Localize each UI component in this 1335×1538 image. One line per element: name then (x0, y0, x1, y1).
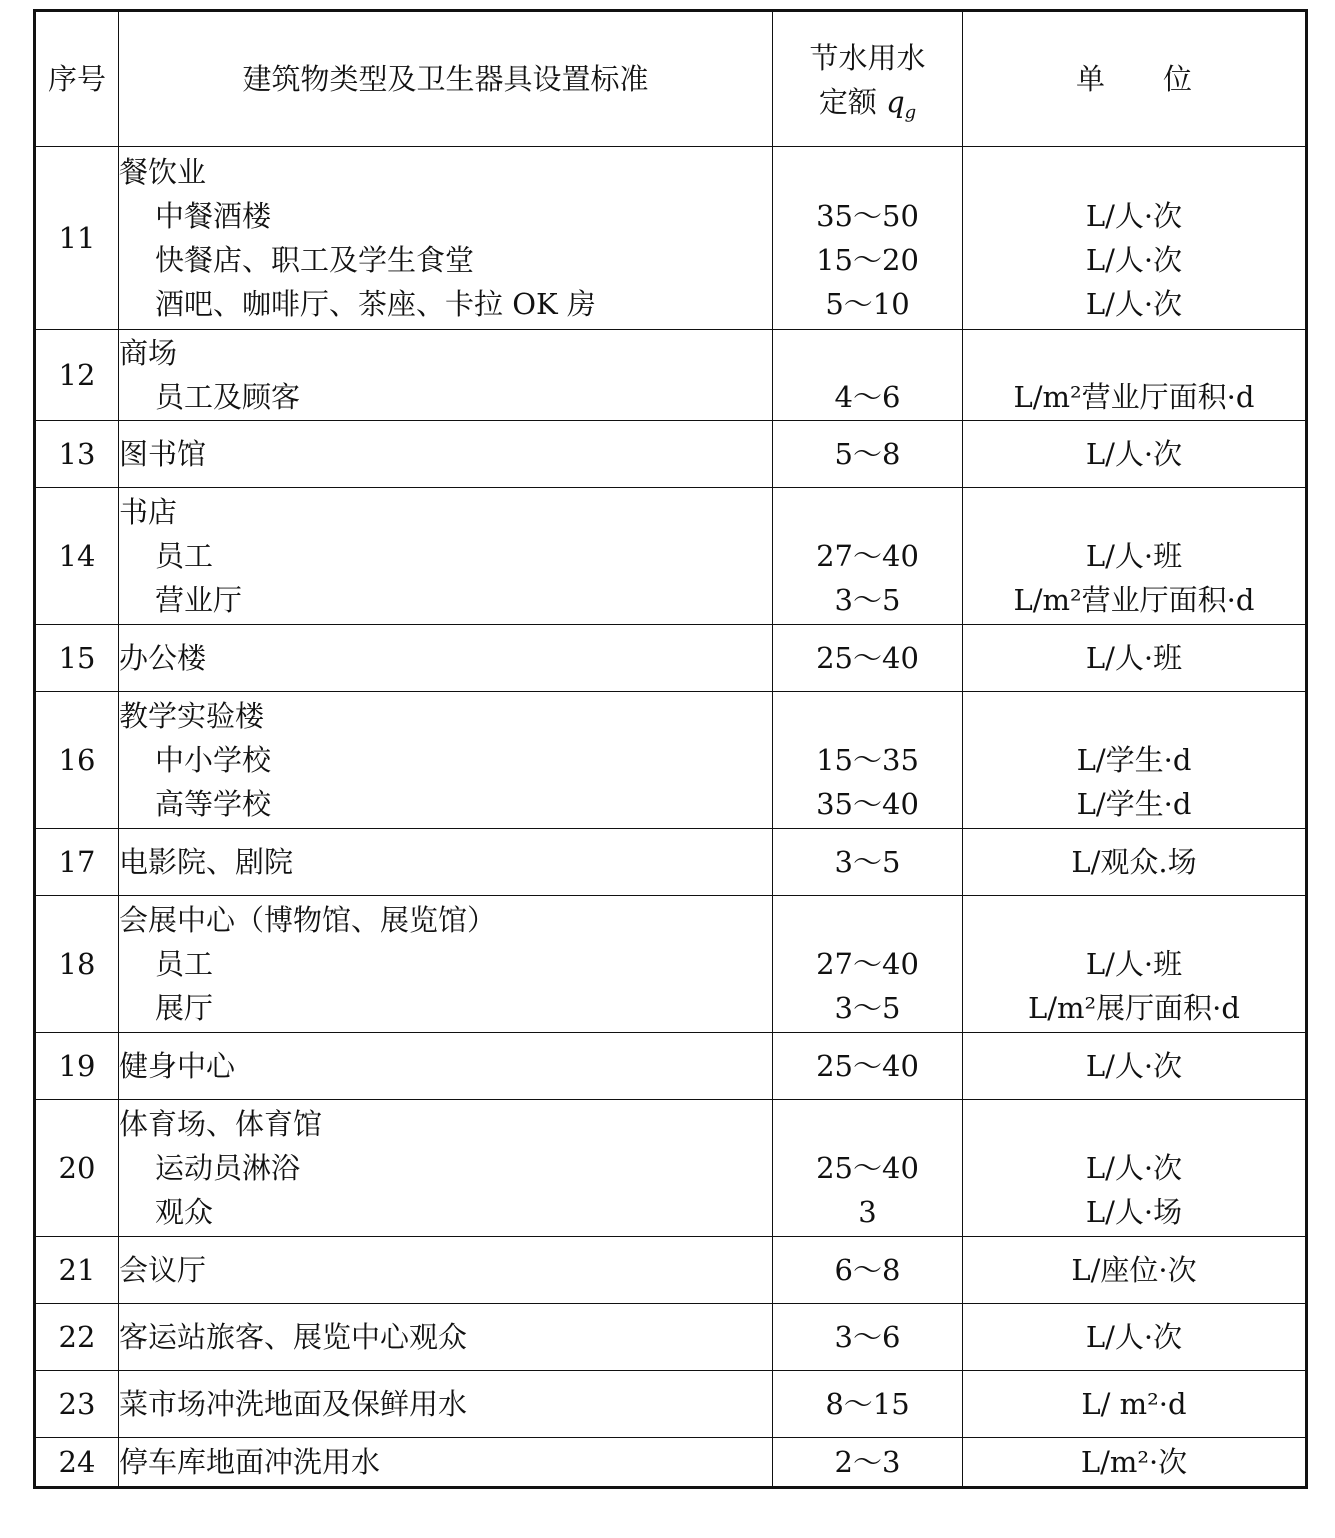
building-type-cell (119, 1438, 773, 1488)
quota-spacer (773, 150, 962, 194)
building-subtype: 酒吧、咖啡厅、茶座、卡拉 OK 房 (155, 287, 596, 321)
quota-value: 8～15 (825, 1387, 910, 1421)
unit-cell (963, 421, 1307, 488)
table-row (35, 421, 1307, 488)
building-category: 教学实验楼 (119, 699, 265, 733)
unit-cell (963, 1033, 1307, 1100)
building-subtype: 中小学校 (155, 743, 272, 777)
building-category: 菜市场冲洗地面及保鲜用水 (119, 1387, 468, 1421)
unit-spacer (963, 1102, 1305, 1146)
unit-cell (963, 1304, 1307, 1371)
table-row (35, 488, 1307, 625)
quota-cell (773, 1304, 963, 1371)
unit-value: L/m²·次 (1080, 1445, 1188, 1479)
quota-spacer (773, 898, 962, 942)
header-quota-line1: 节水用水 (809, 41, 926, 75)
table-row (35, 829, 1307, 896)
quota-cell (773, 488, 963, 625)
table-row (35, 1304, 1307, 1371)
building-type-cell (119, 829, 773, 896)
row-number: 16 (35, 692, 119, 829)
unit-value: L/人·次 (1085, 243, 1183, 277)
unit-value: L/人·次 (1085, 287, 1183, 321)
quota-value: 25～40 (816, 1151, 919, 1185)
table-row (35, 1371, 1307, 1438)
table-row (35, 147, 1307, 330)
unit-value: L/m²展厅面积·d (1028, 991, 1240, 1025)
unit-spacer (963, 331, 1305, 375)
quota-cell (773, 1033, 963, 1100)
header-quota-subscript: g (904, 102, 917, 123)
quota-value: 3～6 (834, 1320, 901, 1354)
building-type-cell (119, 1237, 773, 1304)
unit-spacer (963, 490, 1305, 534)
building-type-cell (119, 1304, 773, 1371)
unit-value: L/人·班 (1085, 947, 1183, 981)
header-quota-symbol: q (886, 85, 905, 119)
quota-value: 3～5 (834, 845, 901, 879)
row-number: 23 (35, 1371, 119, 1438)
quota-value: 3 (858, 1195, 877, 1229)
row-number: 15 (35, 625, 119, 692)
quota-spacer (773, 694, 962, 738)
building-subtype: 观众 (155, 1195, 214, 1229)
table-row (35, 330, 1307, 421)
table-row (35, 1237, 1307, 1304)
table-row (35, 1033, 1307, 1100)
building-type-cell (119, 1033, 773, 1100)
unit-value: L/人·次 (1085, 199, 1183, 233)
table-row (35, 692, 1307, 829)
row-number: 18 (35, 896, 119, 1033)
quota-value: 2～3 (834, 1445, 901, 1479)
quota-value: 27～40 (816, 947, 919, 981)
unit-value: L/人·次 (1085, 1049, 1183, 1083)
quota-spacer (773, 331, 962, 375)
unit-cell (963, 829, 1307, 896)
unit-value: L/学生·d (1076, 787, 1192, 821)
unit-value: L/座位·次 (1071, 1253, 1197, 1287)
building-subtype: 运动员淋浴 (155, 1151, 301, 1185)
row-number: 19 (35, 1033, 119, 1100)
header-no: 序号 (35, 11, 119, 147)
unit-cell (963, 625, 1307, 692)
unit-spacer (963, 694, 1305, 738)
quota-cell (773, 147, 963, 330)
quota-value: 15～20 (816, 243, 919, 277)
building-subtype: 员工 (155, 947, 214, 981)
quota-value: 25～40 (816, 641, 919, 675)
building-category: 会展中心（博物馆、展览馆） (119, 903, 497, 937)
quota-spacer (773, 490, 962, 534)
building-category: 图书馆 (119, 437, 207, 471)
building-type-cell (119, 1100, 773, 1237)
unit-cell (963, 1237, 1307, 1304)
building-category: 书店 (119, 495, 178, 529)
building-type-cell (119, 147, 773, 330)
quota-value: 3～5 (834, 583, 901, 617)
row-number: 13 (35, 421, 119, 488)
unit-cell (963, 488, 1307, 625)
quota-cell (773, 625, 963, 692)
water-quota-table (33, 9, 1308, 1489)
building-type-cell (119, 488, 773, 625)
building-type-cell (119, 421, 773, 488)
building-category: 会议厅 (119, 1253, 207, 1287)
row-number: 11 (35, 147, 119, 330)
row-number: 21 (35, 1237, 119, 1304)
building-category: 餐饮业 (119, 155, 207, 189)
quota-value: 35～40 (816, 787, 919, 821)
building-subtype: 展厅 (155, 991, 214, 1025)
quota-value: 15～35 (816, 743, 919, 777)
unit-cell (963, 330, 1307, 421)
building-subtype: 员工 (155, 539, 214, 573)
header-quota-line2 (773, 79, 962, 123)
unit-spacer (963, 150, 1305, 194)
unit-value: L/人·场 (1085, 1195, 1183, 1229)
row-number: 12 (35, 330, 119, 421)
unit-value: L/观众.场 (1071, 845, 1197, 879)
header-building-type: 建筑物类型及卫生器具设置标准 (119, 11, 773, 147)
quota-cell (773, 829, 963, 896)
unit-cell (963, 692, 1307, 829)
unit-value: L/m²营业厅面积·d (1013, 380, 1255, 414)
building-type-cell (119, 1371, 773, 1438)
quota-value: 3～5 (834, 991, 901, 1025)
building-subtype: 快餐店、职工及学生食堂 (155, 243, 475, 277)
unit-cell (963, 1438, 1307, 1488)
row-number: 20 (35, 1100, 119, 1237)
quota-cell (773, 1237, 963, 1304)
building-type-cell (119, 896, 773, 1033)
header-unit: 单 位 (963, 11, 1307, 147)
building-category: 商场 (119, 336, 178, 370)
unit-value: L/人·班 (1085, 539, 1183, 573)
building-type-cell (119, 330, 773, 421)
quota-cell (773, 1438, 963, 1488)
row-number: 17 (35, 829, 119, 896)
building-subtype: 员工及顾客 (155, 380, 301, 414)
row-number: 22 (35, 1304, 119, 1371)
quota-cell (773, 421, 963, 488)
building-type-cell (119, 692, 773, 829)
building-category: 电影院、剧院 (119, 845, 294, 879)
unit-cell (963, 1371, 1307, 1438)
quota-cell (773, 1100, 963, 1237)
unit-spacer (963, 898, 1305, 942)
building-subtype: 高等学校 (155, 787, 272, 821)
quota-cell (773, 692, 963, 829)
quota-value: 27～40 (816, 539, 919, 573)
table-row (35, 625, 1307, 692)
building-category: 健身中心 (119, 1049, 236, 1083)
row-number: 14 (35, 488, 119, 625)
table-header-row (35, 11, 1307, 147)
row-number: 24 (35, 1438, 119, 1488)
header-quota (773, 11, 963, 147)
unit-value: L/人·班 (1085, 641, 1183, 675)
building-category: 停车库地面冲洗用水 (119, 1445, 381, 1479)
table-row (35, 1438, 1307, 1488)
quota-spacer (773, 1102, 962, 1146)
quota-value: 35～50 (816, 199, 919, 233)
quota-value: 5～8 (834, 437, 901, 471)
table-row (35, 1100, 1307, 1237)
unit-value: L/人·次 (1085, 437, 1183, 471)
building-category: 客运站旅客、展览中心观众 (119, 1320, 468, 1354)
unit-value: L/人·次 (1085, 1151, 1183, 1185)
quota-value: 6～8 (834, 1253, 901, 1287)
unit-value: L/m²营业厅面积·d (1013, 583, 1255, 617)
unit-value: L/人·次 (1085, 1320, 1183, 1354)
quota-cell (773, 330, 963, 421)
unit-cell (963, 1100, 1307, 1237)
quota-value: 5～10 (825, 287, 910, 321)
unit-cell (963, 896, 1307, 1033)
building-subtype: 中餐酒楼 (155, 199, 272, 233)
quota-cell (773, 1371, 963, 1438)
quota-value: 25～40 (816, 1049, 919, 1083)
building-category: 办公楼 (119, 641, 207, 675)
quota-value: 4～6 (834, 380, 901, 414)
building-subtype: 营业厅 (155, 583, 243, 617)
quota-cell (773, 896, 963, 1033)
unit-value: L/ m²·d (1081, 1387, 1187, 1421)
header-quota-label: 定额 (818, 85, 877, 119)
building-type-cell (119, 625, 773, 692)
building-category: 体育场、体育馆 (119, 1107, 323, 1141)
unit-cell (963, 147, 1307, 330)
table-row (35, 896, 1307, 1033)
unit-value: L/学生·d (1076, 743, 1192, 777)
